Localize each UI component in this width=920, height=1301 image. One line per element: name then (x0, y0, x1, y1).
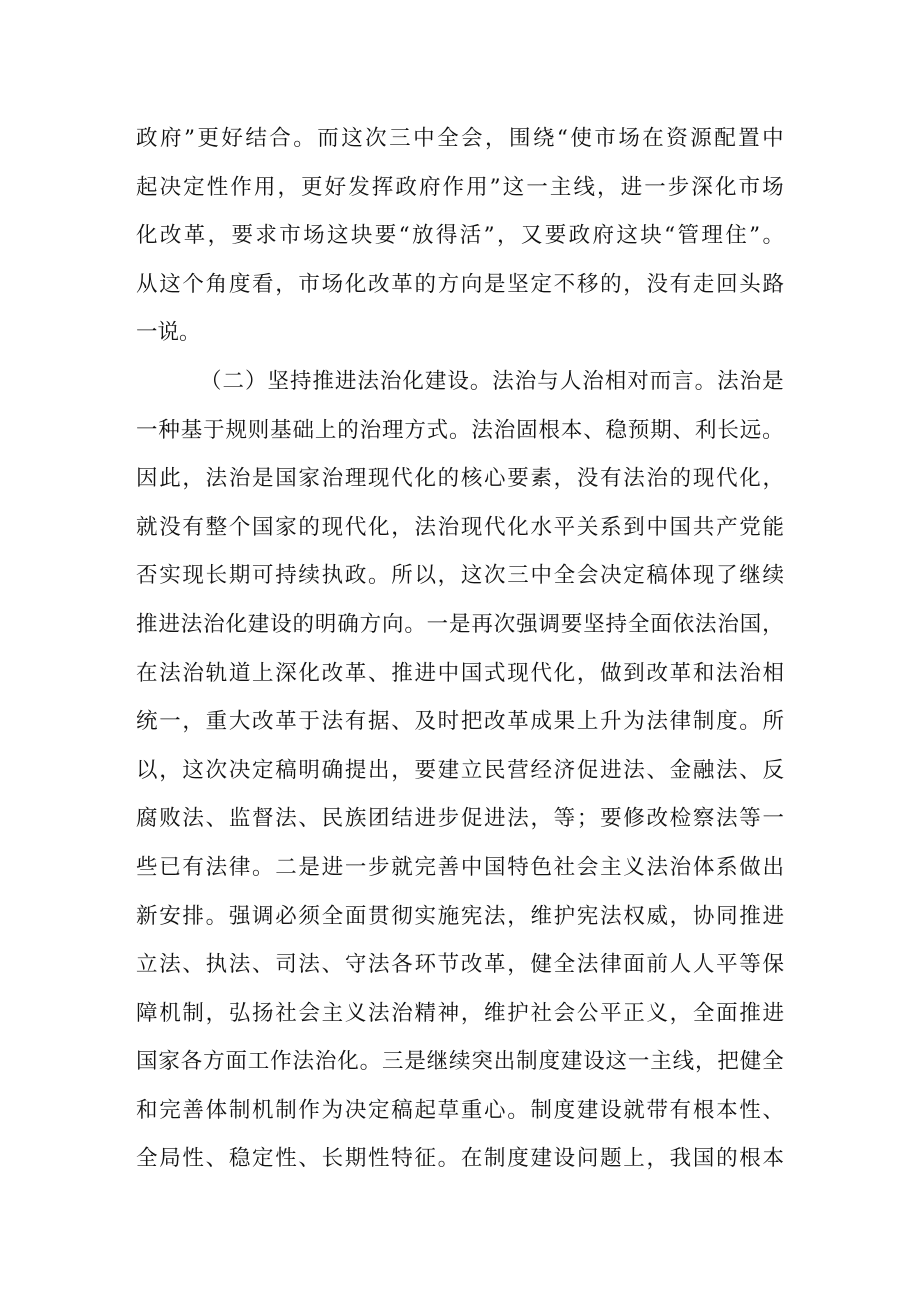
body-text (136, 115, 784, 1184)
text-line: 些 已 有 法 律 。 二 是 进 一 步 就 完 善 中 国 特 色 社 会 主 义 法 治 体 系 做 出 (136, 854, 784, 880)
text-line: 政 府 ” 更 好 结 合 。 而 这 次 三 中 全 会 ， 围 绕 “ 使 市 场 在 资 源 配 置 中 (136, 126, 784, 151)
text-line: 一 种 基 于 规 则 基 础 上 的 治 理 方 式 。 法 治 固 根 本 、 稳 预 期 、 利 长 远 。 (136, 417, 784, 443)
text-line: 否 实 现 长 期 可 持 续 执 政 。 所 以 ， 这 次 三 中 全 会 决 定 稿 体 现 了 继 续 (136, 563, 784, 589)
text-line: 以 ， 这 次 决 定 稿 明 确 提 出 ， 要 建 立 民 营 经 济 促 进 法 、 金 融 法 、 反 (136, 757, 784, 783)
text-line: 和 完 善 体 制 机 制 作 为 决 定 稿 起 草 重 心 。 制 度 建 设 就 带 有 根 本 性 、 (136, 1097, 784, 1123)
text-line: 在 法 治 轨 道 上 深 化 改 革 、 推 进 中 国 式 现 代 化 ， 做 到 改 革 和 法 治 相 (136, 660, 784, 686)
text-line: 腐 败 法 、 监 督 法 、 民 族 团 结 进 步 促 进 法 ， 等 ； 要 修 改 检 察 法 等 一 (136, 806, 784, 832)
text-line: 化 改 革 ， 要 求 市 场 这 块 要 “ 放 得 活 ” ， 又 要 政 府 这 块 “ 管 理 住 ” 。 (136, 223, 784, 249)
text-line: 全 局 性 、 稳 定 性 、 长 期 性 特 征 。 在 制 度 建 设 问 题 上 ， 我 国 的 根 本 (136, 1146, 784, 1172)
text-line: 从 这 个 角 度 看 ， 市 场 化 改 革 的 方 向 是 坚 定 不 移 的 ， 没 有 走 回 头 路 (136, 271, 784, 297)
text-line: 国 家 各 方 面 工 作 法 治 化 。 三 是 继 续 突 出 制 度 建 设 这 一 主 线 ， 把 健 全 (136, 1049, 784, 1075)
text-line: 统 一 ， 重 大 改 革 于 法 有 据 、 及 时 把 改 革 成 果 上 升 为 法 律 制 度 。 所 (136, 709, 784, 735)
text-line: 障 机 制 ， 弘 扬 社 会 主 义 法 治 精 神 ， 维 护 社 会 公 平 正 义 ， 全 面 推 进 (136, 1000, 784, 1026)
text-line: 立 法 、 执 法 、 司 法 、 守 法 各 环 节 改 革 ， 健 全 法 律 面 前 人 人 平 等 保 (136, 952, 784, 978)
text-line: 就 没 有 整 个 国 家 的 现 代 化 ， 法 治 现 代 化 水 平 关 系 到 中 国 共 产 党 能 (136, 514, 784, 540)
section-heading-line: （ 二 ） 坚 持 推 进 法 治 化 建 设 。 法 治 与 人 治 相 对 而 言 。 法 治 是 (200, 368, 784, 394)
text-line: 一说。 (136, 320, 201, 346)
text-line: 起 决 定 性 作 用 ， 更 好 发 挥 政 府 作 用 ” 这 一 主 线 ， 进 一 步 深 化 市 场 (136, 174, 784, 200)
text-line: 因 此 ， 法 治 是 国 家 治 理 现 代 化 的 核 心 要 素 ， 没 有 法 治 的 现 代 化 ， (136, 466, 784, 492)
text-line: 新 安 排 。 强 调 必 须 全 面 贯 彻 实 施 宪 法 ， 维 护 宪 法 权 威 ， 协 同 推 进 (136, 903, 784, 929)
text-line: 推 进 法 治 化 建 设 的 明 确 方 向 。 一 是 再 次 强 调 要 坚 持 全 面 依 法 治 国 ， (136, 611, 784, 637)
